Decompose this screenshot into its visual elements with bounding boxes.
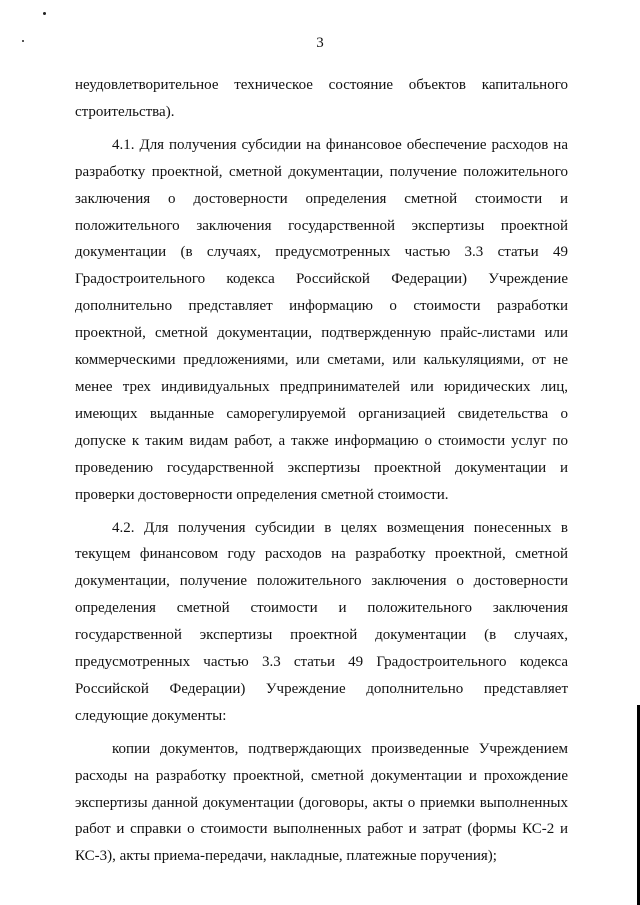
scan-speck — [43, 12, 46, 15]
paragraph-4-1: 4.1. Для получения субсидии на финансовое обеспечение расходов на разработку проектной, сметной документации, получение положительного заключения о достоверности определения сметной стоимости и положительного заключения государственной экспертизы проектной документации (в случаях, предусмотренных частью 3.3 статьи 49 Градостроительного кодекса Российской Федерации) Учреждение дополнительно представляет информацию о стоимости разработки проектной, сметной документации, подтвержденную прайс-листами или коммерческими предложениями, или сметами, или калькуляциями, от не менее трех индивидуальных предпринимателей или юридических лиц, имеющих выданные саморегулируемой организацией свидетельства о допуске к таким видам работ, а также информацию о стоимости услуг по проведению государственной экспертизы проектной документации и проверки достоверности определения сметной стоимости. — [75, 136, 568, 503]
paragraph-continuation: неудовлетворительное техническое состояние объектов капитального строительства). — [75, 77, 568, 120]
paragraph-document-copies: копии документов, подтверждающих произведенные Учреждением расходы на разработку проектной, сметной документации и прохождение экспертизы данной документации (договоры, акты о приемки выполненных работ и справки о стоимости выполненных работ и затрат (формы КС-2 и КС-3), акты приема-передачи, накладные, платежные поручения); — [75, 740, 568, 865]
document-body — [75, 72, 568, 870]
page-number: 3 — [316, 35, 324, 51]
paragraph-4-2: 4.2. Для получения субсидии в целях возмещения понесенных в текущем финансовом году расходов на разработку проектной, сметной документации, получение положительного заключения о достоверности определения сметной стоимости и положительного заключения государственной экспертизы проектной документации (в случаях, предусмотренных частью 3.3 статьи 49 Градостроительного кодекса Российской Федерации) Учреждение дополнительно представляет следующие документы: — [75, 519, 568, 724]
